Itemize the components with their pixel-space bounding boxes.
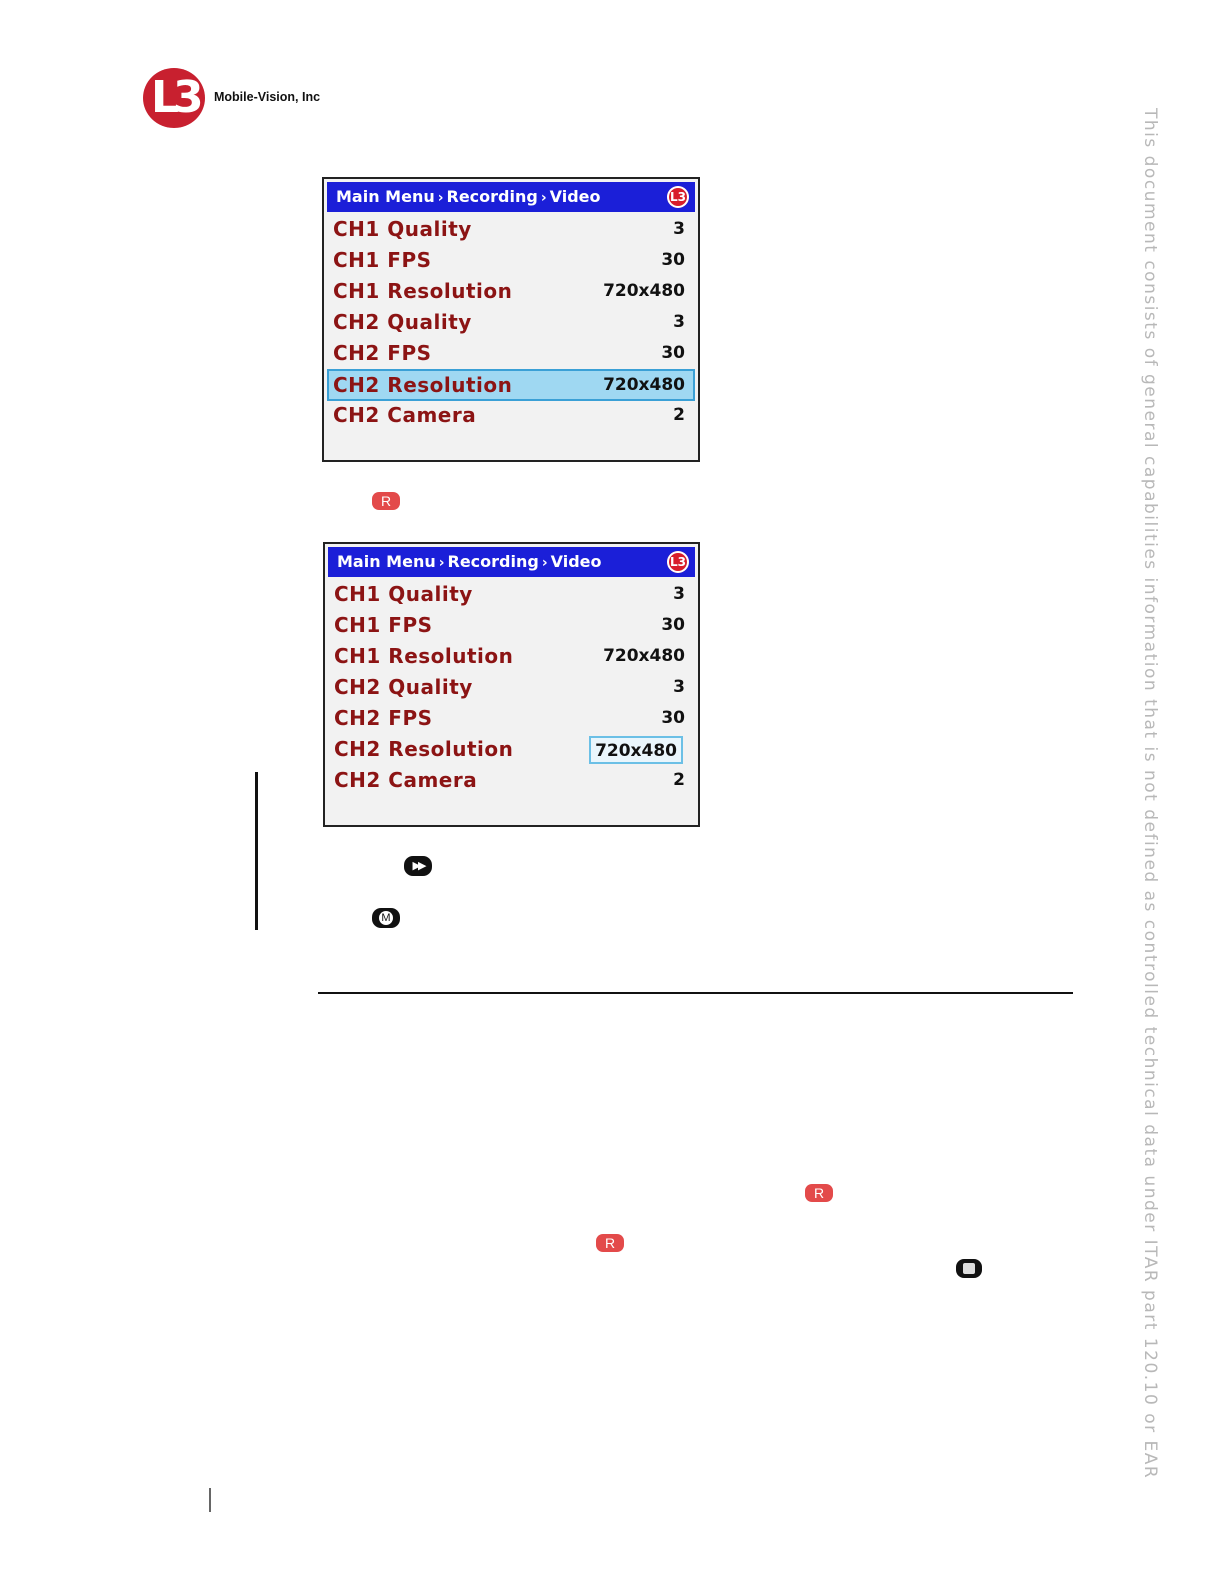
menu-item-ch1-fps[interactable]: CH1 FPS 30 bbox=[334, 613, 685, 637]
menu-item-ch2-resolution-editing[interactable]: CH2 Resolution 720x480 bbox=[328, 734, 695, 764]
breadcrumb-recording: Recording bbox=[446, 187, 538, 206]
chevron-right-icon: › bbox=[437, 190, 444, 206]
record-button-icon: R bbox=[372, 492, 400, 510]
menu-item-ch2-resolution-selected[interactable]: CH2 Resolution 720x480 bbox=[327, 369, 695, 401]
chevron-right-icon: › bbox=[541, 555, 548, 571]
menu-item-ch2-fps[interactable]: CH2 FPS 30 bbox=[334, 706, 685, 730]
menu-item-ch2-camera[interactable]: CH2 Camera 2 bbox=[333, 403, 685, 427]
breadcrumb-recording: Recording bbox=[447, 552, 539, 571]
menu-button-icon: M bbox=[372, 908, 400, 928]
menu-item-ch2-quality[interactable]: CH2 Quality 3 bbox=[334, 675, 685, 699]
breadcrumb-video: Video bbox=[550, 552, 602, 571]
menu-item-ch1-quality[interactable]: CH1 Quality 3 bbox=[334, 582, 685, 606]
menu-item-ch2-camera[interactable]: CH2 Camera 2 bbox=[334, 768, 685, 792]
record-button-icon: R bbox=[805, 1184, 833, 1202]
breadcrumb-video: Video bbox=[549, 187, 601, 206]
menu-item-ch1-resolution[interactable]: CH1 Resolution 720x480 bbox=[334, 644, 685, 668]
menu-screenshot-1 bbox=[322, 177, 700, 462]
company-name: Mobile-Vision, Inc bbox=[214, 90, 321, 104]
change-bar bbox=[255, 772, 258, 930]
menu-item-ch1-quality[interactable]: CH1 Quality 3 bbox=[333, 217, 685, 241]
menu-screenshot-2 bbox=[323, 542, 700, 827]
chevron-right-icon: › bbox=[438, 555, 445, 571]
menu-item-ch1-resolution[interactable]: CH1 Resolution 720x480 bbox=[333, 279, 685, 303]
section-divider bbox=[318, 992, 1073, 994]
footer-mark bbox=[209, 1488, 211, 1512]
menu-item-ch2-fps[interactable]: CH2 FPS 30 bbox=[333, 341, 685, 365]
menu-item-ch1-fps[interactable]: CH1 FPS 30 bbox=[333, 248, 685, 272]
l3-badge-icon: L3 bbox=[667, 551, 689, 573]
resolution-value-field[interactable]: 720x480 bbox=[589, 736, 683, 764]
company-logo bbox=[143, 68, 343, 130]
export-control-watermark: This document consists of general capabilities information that is not defined as controlled technical data under ITAR part 120.10 or EAR bbox=[1140, 108, 1160, 1480]
menu-item-ch2-quality[interactable]: CH2 Quality 3 bbox=[333, 310, 685, 334]
record-button-icon: R bbox=[596, 1234, 624, 1252]
fast-forward-button-icon: ▶▶ bbox=[404, 856, 432, 876]
menu-header bbox=[328, 547, 695, 577]
breadcrumb-main-menu: Main Menu bbox=[337, 552, 436, 571]
stop-button-icon bbox=[956, 1259, 982, 1278]
breadcrumb-main-menu: Main Menu bbox=[336, 187, 435, 206]
l3-logo-icon: L3 bbox=[143, 68, 205, 128]
menu-header bbox=[327, 182, 695, 212]
l3-badge-icon: L3 bbox=[667, 186, 689, 208]
chevron-right-icon: › bbox=[540, 190, 547, 206]
